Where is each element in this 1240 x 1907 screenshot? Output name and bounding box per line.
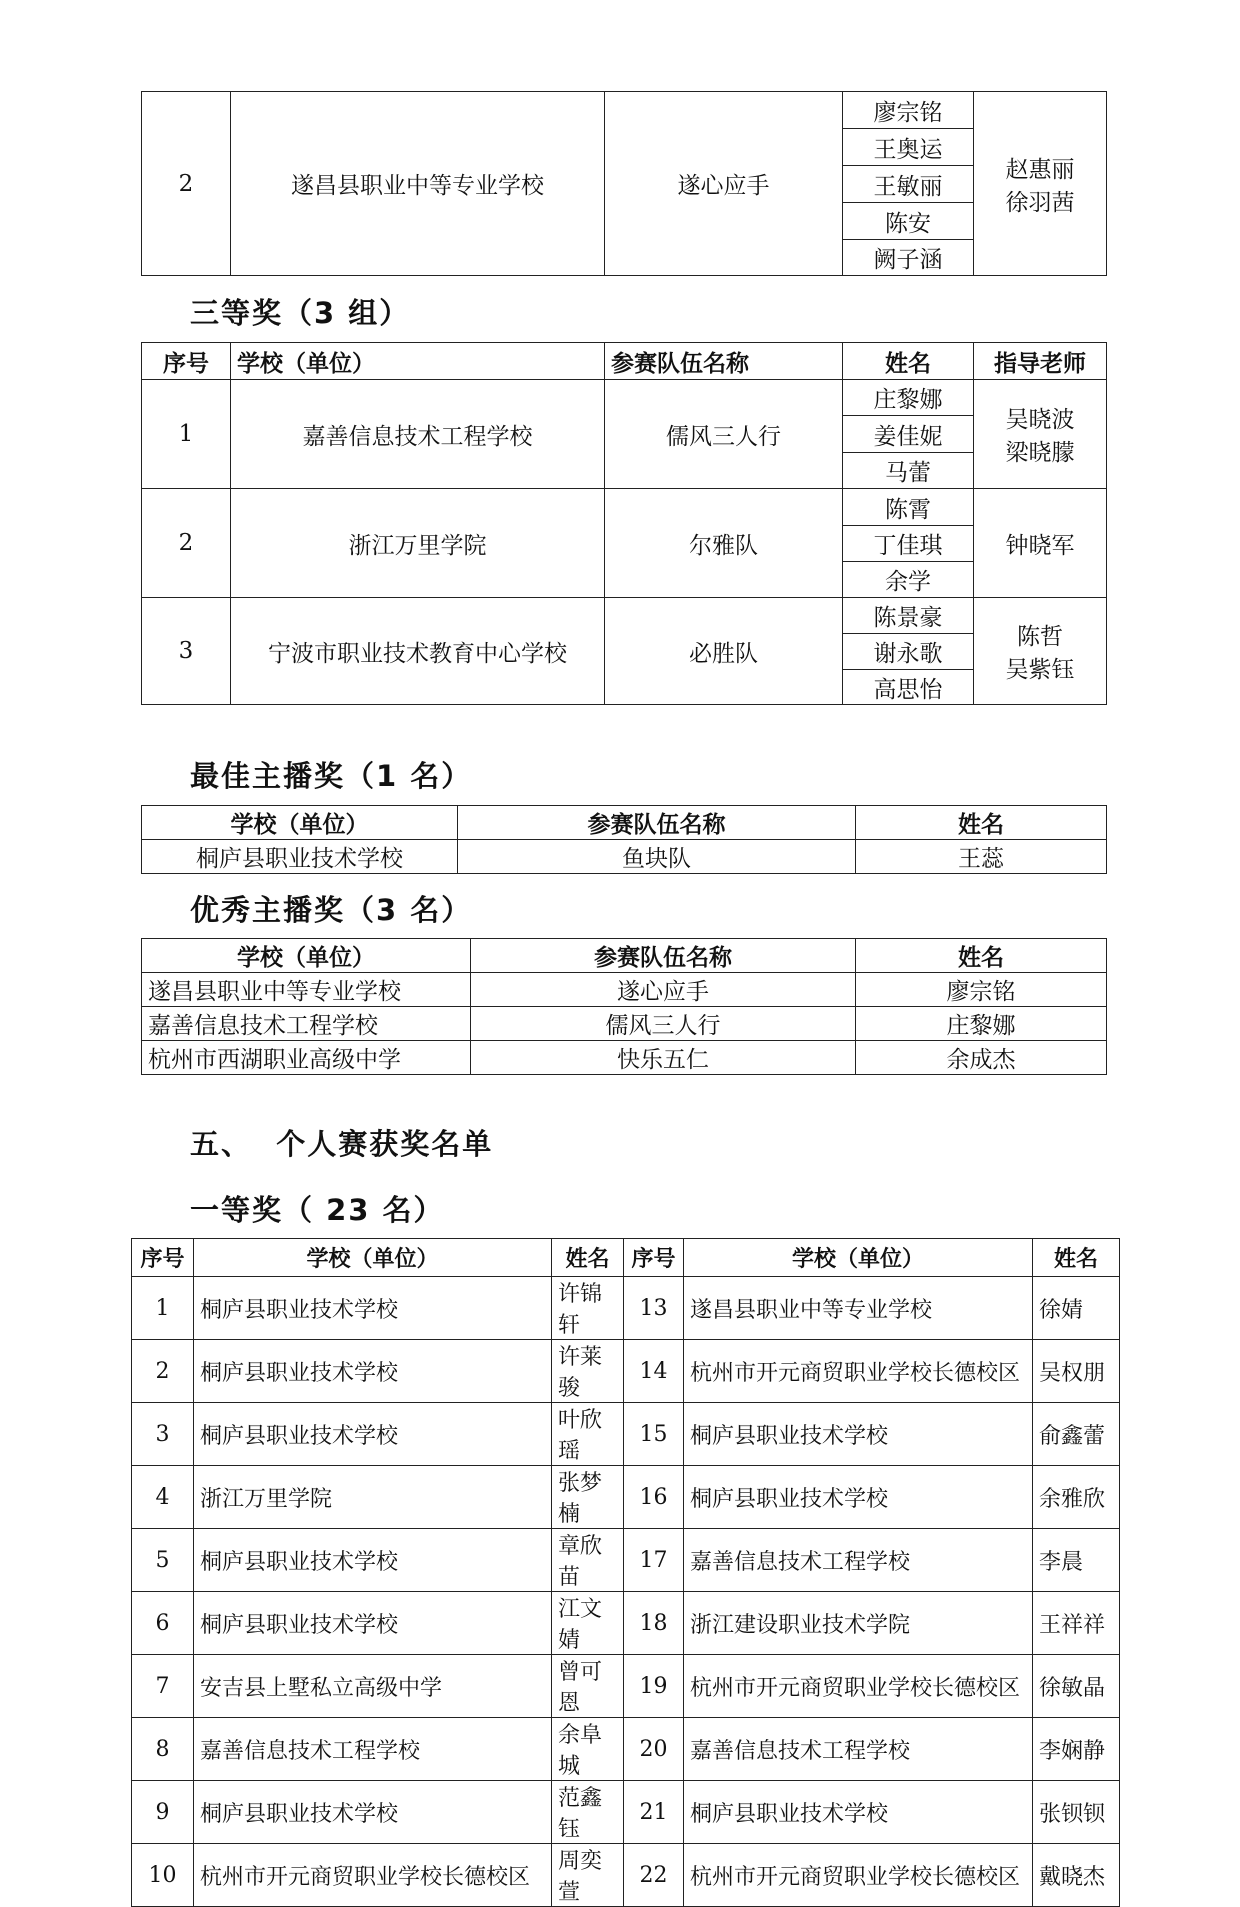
row-number: 14 (624, 1340, 684, 1403)
row-number: 18 (624, 1592, 684, 1655)
name-cell: 徐敏晶 (1033, 1655, 1120, 1718)
row-number: 15 (624, 1403, 684, 1466)
member-cell: 陈景豪 (843, 598, 974, 634)
name-cell: 叶欣瑶 (552, 1403, 624, 1466)
row-number: 16 (624, 1466, 684, 1529)
school-cell: 桐庐县职业技术学校 (194, 1340, 552, 1403)
member-cell: 阙子涵 (843, 240, 974, 276)
name-cell: 张梦楠 (552, 1466, 624, 1529)
header-school: 学校（单位） (684, 1239, 1033, 1277)
school-cell: 杭州市开元商贸职业学校长德校区 (194, 1844, 552, 1907)
row-number: 21 (624, 1781, 684, 1844)
name-cell: 曾可恩 (552, 1655, 624, 1718)
school-cell: 桐庐县职业技术学校 (684, 1781, 1033, 1844)
name-cell: 周奕萱 (552, 1844, 624, 1907)
row-number: 19 (624, 1655, 684, 1718)
teacher-name: 梁晓朦 (1005, 440, 1075, 466)
school-cell: 桐庐县职业技术学校 (194, 1403, 552, 1466)
row-number: 5 (132, 1529, 194, 1592)
member-cell: 姜佳妮 (843, 416, 974, 453)
school-cell: 桐庐县职业技术学校 (142, 840, 458, 874)
teacher-cell (974, 380, 1107, 489)
header-school: 学校（单位） (194, 1239, 552, 1277)
name-cell: 李晨 (1033, 1529, 1120, 1592)
table-row (132, 1844, 1120, 1907)
table-row (132, 1718, 1120, 1781)
teacher-name: 钟晓军 (1005, 532, 1075, 559)
member-cell: 高思怡 (843, 670, 974, 705)
section-heading: 五、 个人赛获奖名单 (190, 1127, 494, 1161)
teacher-name: 吴紫钰 (1005, 657, 1075, 683)
name-cell: 余阜城 (552, 1718, 624, 1781)
name-cell: 范鑫钰 (552, 1781, 624, 1844)
school-cell: 桐庐县职业技术学校 (194, 1781, 552, 1844)
header-teacher: 指导老师 (974, 343, 1107, 380)
name-cell: 廖宗铭 (856, 973, 1107, 1007)
row-number: 2 (142, 92, 231, 276)
team-cell: 尔雅队 (605, 489, 843, 598)
team-cell: 快乐五仁 (471, 1041, 856, 1075)
header-name: 姓名 (856, 806, 1107, 840)
member-cell: 余学 (843, 562, 974, 598)
table-row (132, 1277, 1120, 1340)
school-cell: 遂昌县职业中等专业学校 (142, 973, 471, 1007)
table-row (132, 1655, 1120, 1718)
best-anchor-table (141, 805, 1107, 874)
excellent-anchor-heading: 优秀主播奖（3 名） (190, 893, 473, 927)
name-cell: 庄黎娜 (856, 1007, 1107, 1041)
school-cell: 桐庐县职业技术学校 (684, 1403, 1033, 1466)
row-number: 13 (624, 1277, 684, 1340)
row-number: 10 (132, 1844, 194, 1907)
row-number: 3 (132, 1403, 194, 1466)
member-cell: 陈霄 (843, 489, 974, 526)
school-cell: 宁波市职业技术教育中心学校 (231, 598, 605, 705)
header-name: 姓名 (856, 939, 1107, 973)
team-cell: 遂心应手 (605, 92, 843, 276)
team-cell: 必胜队 (605, 598, 843, 705)
member-cell: 王奥运 (843, 129, 974, 166)
row-number: 20 (624, 1718, 684, 1781)
row-number: 6 (132, 1592, 194, 1655)
teacher-name: 吴晓波 (1005, 407, 1075, 433)
table-row (132, 1403, 1120, 1466)
team-cell: 儒风三人行 (605, 380, 843, 489)
school-cell: 杭州市开元商贸职业学校长德校区 (684, 1844, 1033, 1907)
teacher-cell (974, 92, 1107, 276)
header-name: 姓名 (843, 343, 974, 380)
school-cell: 嘉善信息技术工程学校 (684, 1529, 1033, 1592)
table-row (132, 1529, 1120, 1592)
name-cell: 王祥祥 (1033, 1592, 1120, 1655)
team-cell: 遂心应手 (471, 973, 856, 1007)
header-school: 学校（单位） (142, 939, 471, 973)
name-cell: 余雅欣 (1033, 1466, 1120, 1529)
header-team: 参赛队伍名称 (471, 939, 856, 973)
header-no: 序号 (624, 1239, 684, 1277)
name-cell: 许锦轩 (552, 1277, 624, 1340)
name-cell: 江文婧 (552, 1592, 624, 1655)
teacher-cell (974, 489, 1107, 598)
school-cell: 浙江万里学院 (231, 489, 605, 598)
school-cell: 浙江建设职业技术学院 (684, 1592, 1033, 1655)
row-number: 2 (142, 489, 231, 598)
school-cell: 桐庐县职业技术学校 (194, 1277, 552, 1340)
name-cell: 章欣苗 (552, 1529, 624, 1592)
member-cell: 庄黎娜 (843, 380, 974, 416)
row-number: 3 (142, 598, 231, 705)
name-cell: 许莱骏 (552, 1340, 624, 1403)
excellent-anchor-table (141, 938, 1107, 1075)
header-name: 姓名 (1033, 1239, 1120, 1277)
third-prize-heading: 三等奖（3 组） (190, 296, 411, 330)
school-cell: 安吉县上墅私立高级中学 (194, 1655, 552, 1718)
member-cell: 马蕾 (843, 453, 974, 489)
name-cell: 徐婧 (1033, 1277, 1120, 1340)
header-school: 学校（单位） (142, 806, 458, 840)
row-number: 17 (624, 1529, 684, 1592)
first-prize-table (131, 1238, 1120, 1907)
member-cell: 陈安 (843, 203, 974, 240)
first-prize-heading: 一等奖（ 23 名） (190, 1193, 445, 1227)
name-cell: 李娴静 (1033, 1718, 1120, 1781)
school-cell: 遂昌县职业中等专业学校 (231, 92, 605, 276)
teacher-name: 赵惠丽 (1005, 156, 1075, 183)
team-award-table-continued (141, 91, 1107, 276)
name-cell: 张钡钡 (1033, 1781, 1120, 1844)
row-number: 2 (132, 1340, 194, 1403)
member-cell: 廖宗铭 (843, 92, 974, 129)
table-row (132, 1340, 1120, 1403)
school-cell: 桐庐县职业技术学校 (684, 1466, 1033, 1529)
row-number: 8 (132, 1718, 194, 1781)
team-cell: 儒风三人行 (471, 1007, 856, 1041)
table-row (132, 1466, 1120, 1529)
row-number: 1 (142, 380, 231, 489)
name-cell: 吴权朋 (1033, 1340, 1120, 1403)
school-cell: 嘉善信息技术工程学校 (231, 380, 605, 489)
member-cell: 丁佳琪 (843, 526, 974, 562)
header-no: 序号 (132, 1239, 194, 1277)
name-cell: 俞鑫蕾 (1033, 1403, 1120, 1466)
header-team: 参赛队伍名称 (458, 806, 856, 840)
table-row (132, 1592, 1120, 1655)
header-name: 姓名 (552, 1239, 624, 1277)
school-cell: 遂昌县职业中等专业学校 (684, 1277, 1033, 1340)
name-cell: 王蕊 (856, 840, 1107, 874)
member-cell: 谢永歌 (843, 634, 974, 670)
school-cell: 嘉善信息技术工程学校 (194, 1718, 552, 1781)
header-team: 参赛队伍名称 (605, 343, 843, 380)
school-cell: 浙江万里学院 (194, 1466, 552, 1529)
row-number: 22 (624, 1844, 684, 1907)
table-row (132, 1781, 1120, 1844)
name-cell: 余成杰 (856, 1041, 1107, 1075)
school-cell: 杭州市开元商贸职业学校长德校区 (684, 1655, 1033, 1718)
school-cell: 桐庐县职业技术学校 (194, 1592, 552, 1655)
member-cell: 王敏丽 (843, 166, 974, 203)
header-school: 学校（单位） (231, 343, 605, 380)
teacher-cell (974, 598, 1107, 705)
teacher-name: 徐羽茜 (1005, 189, 1075, 216)
best-anchor-heading: 最佳主播奖（1 名） (190, 759, 473, 793)
third-prize-table (141, 342, 1107, 705)
row-number: 7 (132, 1655, 194, 1718)
team-cell: 鱼块队 (458, 840, 856, 874)
school-cell: 杭州市西湖职业高级中学 (142, 1041, 471, 1075)
school-cell: 杭州市开元商贸职业学校长德校区 (684, 1340, 1033, 1403)
school-cell: 嘉善信息技术工程学校 (684, 1718, 1033, 1781)
row-number: 4 (132, 1466, 194, 1529)
school-cell: 桐庐县职业技术学校 (194, 1529, 552, 1592)
name-cell: 戴晓杰 (1033, 1844, 1120, 1907)
header-no: 序号 (142, 343, 231, 380)
teacher-name: 陈哲 (1017, 624, 1063, 650)
school-cell: 嘉善信息技术工程学校 (142, 1007, 471, 1041)
row-number: 9 (132, 1781, 194, 1844)
row-number: 1 (132, 1277, 194, 1340)
